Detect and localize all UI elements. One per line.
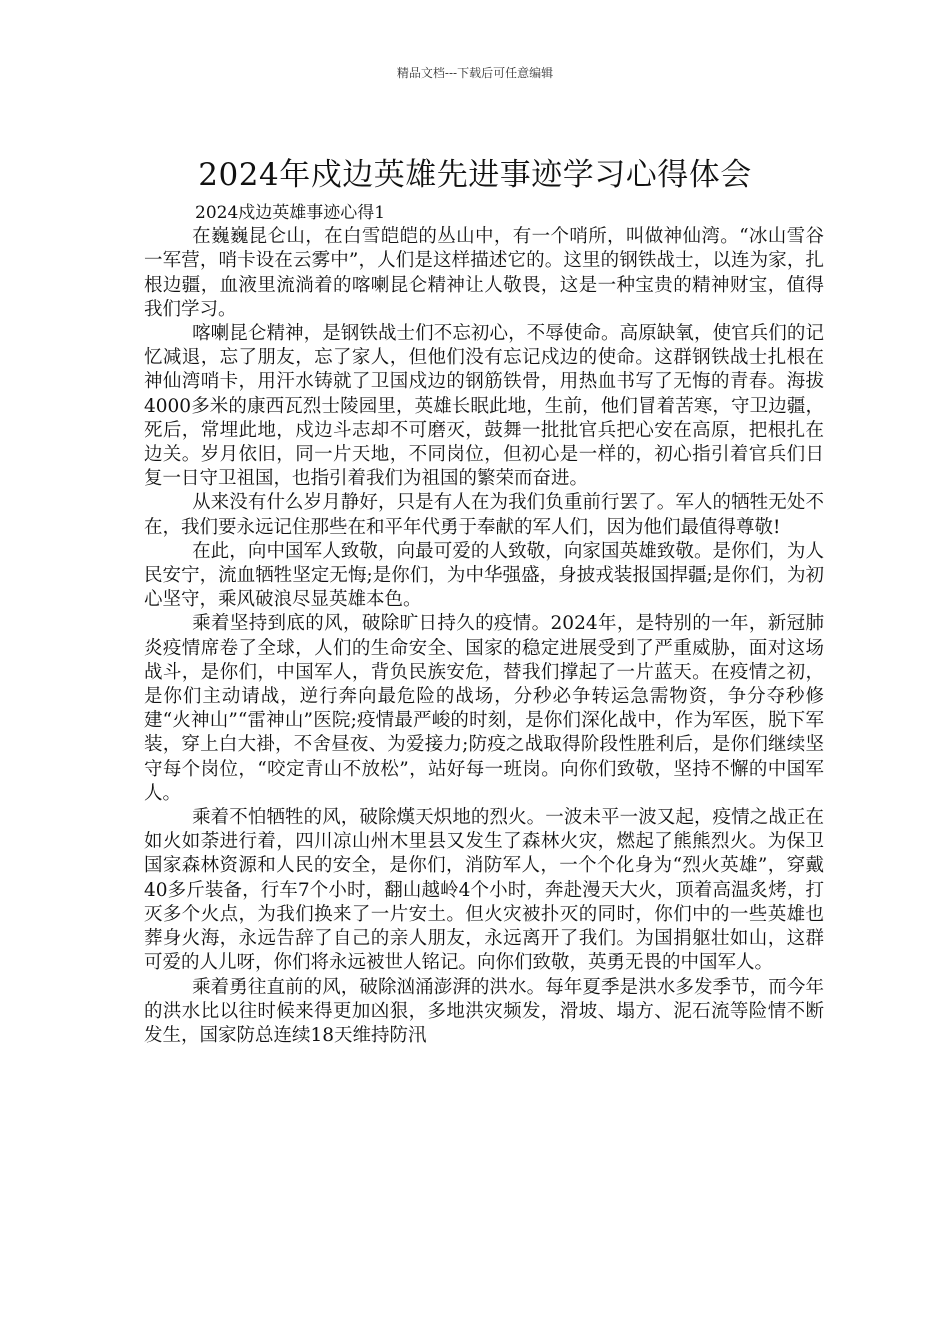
- header-note: 精品文档---下载后可任意编辑: [396, 66, 554, 80]
- document-title: 2024年戍边英雄先进事迹学习心得体会: [198, 156, 752, 193]
- paragraph: 在巍巍昆仑山，在白雪皑皑的丛山中，有一个哨所，叫做神仙湾。“冰山雪谷一军营，哨卡设在云雾中”，人们是这样描述它的。这里的钢铁战士，以连为家，扎根边疆，血液里流淌着的喀喇昆仑精神让人敬畏，这是一种宝贵的精神财宝，值得我们学习。: [144, 226, 824, 320]
- paragraph: 从来没有什么岁月静好，只是有人在为我们负重前行罢了。军人的牺牲无处不在，我们要永远记住那些在和平年代勇于奉献的军人们，因为他们最值得尊敬!: [144, 492, 824, 538]
- section-subhead: 2024戍边英雄事迹心得1: [195, 203, 386, 223]
- paragraph: 乘着不怕牺牲的风，破除熯天炽地的烈火。一波未平一波又起，疫情之战正在如火如荼进行着，四川凉山州木里县又发生了森林火灾，燃起了熊熊烈火。为保卫国家森林资源和人民的安全，是你们，消防军人，一个个化身为“烈火英雄”，穿戴40多斤装备，行车7个小时，翻山越岭4个小时，奔赴漫天大火，顶着高温炙烤，打灭多个火点，为我们换来了一片安土。但火灾被扑灭的同时，你们中的一些英雄也葬身火海，永远告辞了自己的亲人朋友，永远离开了我们。为国捐躯壮如山，这群可爱的人儿呀，你们将永远被世人铭记。向你们致敬，英勇无畏的中国军人。: [144, 807, 824, 974]
- paragraph: 乘着坚持到底的风，破除旷日持久的疫情。2024年，是特别的一年，新冠肺炎疫情席卷了全球，人们的生命安全、国家的稳定进展受到了严重威胁，面对这场战斗，是你们，中国军人，背负民族安危，替我们撑起了一片蓝天。在疫情之初，是你们主动请战，逆行奔向最危险的战场，分秒必争转运急需物资，争分夺秒修建“火神山”“雷神山”医院;疫情最严峻的时刻，是你们深化战中，作为军医，脱下军装，穿上白大褂，不舍昼夜、为爱接力;防疫之战取得阶段性胜利后，是你们继续坚守每个岗位，“咬定青山不放松”，站好每一班岗。向你们致敬，坚持不懈的中国军人。: [144, 613, 824, 804]
- paragraph: 喀喇昆仑精神，是钢铁战士们不忘初心，不辱使命。高原缺氧，使官兵们的记忆减退，忘了朋友，忘了家人，但他们没有忘记戍边的使命。这群钢铁战士扎根在神仙湾哨卡，用汗水铸就了卫国戍边的钢筋铁骨，用热血书写了无悔的青春。海拔4000多米的康西瓦烈士陵园里，英雄长眠此地，生前，他们冒着苦寒，守卫边疆，死后，常埋此地，戍边斗志却不可磨灭，鼓舞一批批官兵把心安在高原，把根扎在边关。岁月依旧，同一片天地，不同岗位，但初心是一样的，初心指引着官兵们日复一日守卫祖国，也指引着我们为祖国的繁荣而奋进。: [144, 323, 824, 490]
- paragraph: 在此，向中国军人致敬，向最可爱的人致敬，向家国英雄致敬。是你们，为人民安宁，流血牺牲坚定无悔;是你们，为中华强盛，身披戎装报国捍疆;是你们，为初心坚守，乘风破浪尽显英雄本色。: [144, 540, 824, 611]
- document-body: [144, 201, 824, 1048]
- paragraph: 乘着勇往直前的风，破除汹涌澎湃的洪水。每年夏季是洪水多发季节，而今年的洪水比以往时候来得更加凶狠，多地洪灾频发，滑坡、塌方、泥石流等险情不断发生，国家防总连续18天维持防汛: [144, 976, 824, 1046]
